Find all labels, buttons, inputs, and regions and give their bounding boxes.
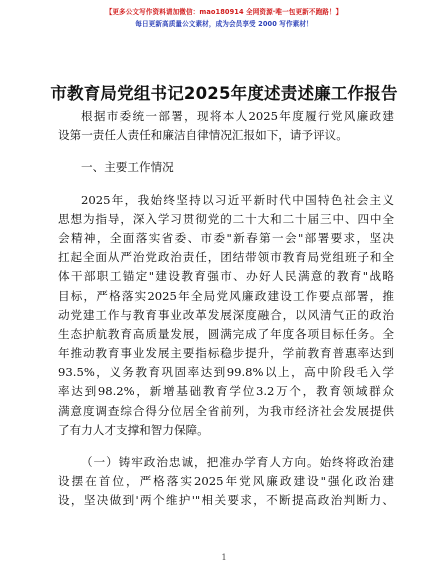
document-title: 市教育局党组书记2025年度述责述廉工作报告 [50,84,398,103]
paragraph-line: 思想为指导，深入学习贯彻党的二十大和二十届三中、四中全 [58,211,394,226]
paragraph-line: 动党建工作与教育事业改革发展深度融合，以风清气正的政治 [58,307,394,322]
intro-line: 根据市委统一部署，现将本人2025年度履行党风廉政建 [81,109,394,123]
paragraph-line: 93.5%，义务教育巩固率达到99.8%以上，高中阶段毛入学 [58,365,394,380]
subsection-line: （一）铸牢政治忠诚，把准办学育人方向。始终将政治建 [81,455,394,469]
paragraph-line: 目标，严格落实2025年全局党风廉政建设工作要点部署，推 [58,288,394,303]
paragraph-line: 生态护航教育高质量发展，圆满完成了年度各项目标任务。全 [58,326,394,341]
paragraph-line: 年推动教育事业发展主要指标稳步提升，学前教育普惠率达到 [58,346,394,361]
document-body [58,107,394,511]
paragraph-line: 率达到98.2%，新增基础教育学位3.2万个，教育领域群众 [58,384,394,399]
paragraph-line: 满意度调查综合得分位居全省前列，为我市经济社会发展提供 [58,403,394,418]
paragraph-line: 了有力人才支撑和智力保障。 [58,422,209,437]
section-heading: 一、主要工作情况 [81,160,174,175]
paragraph-line: 会精神，全面落实省委、市委"新春第一会"部署要求，坚决 [58,230,394,245]
paragraph-line: 扛起全面从严治党政治责任，团结带领市教育局党组班子和全 [58,250,394,265]
promo-banner-line-1: 【更多公文写作资料请加微信：mao180914 全网资源·唯一包更新不跑路！】 [105,8,343,16]
intro-line: 设第一责任人责任和廉洁自律情况汇报如下，请予评议。 [58,128,348,143]
promo-banner-line-2: 每日更新高质量公文素材，成为会员享受 2000 写作素材！ [135,20,313,28]
subsection-line: 设摆在首位，严格落实2025年党风廉政建设"强化政治建 [58,474,394,489]
paragraph-line: 体干部职工锚定"建设教育强市、办好人民满意的教育"战略 [58,269,394,284]
page-number: 1 [221,553,227,562]
paragraph-line: 2025年，我始终坚持以习近平新时代中国特色社会主义 [81,192,394,207]
subsection-line: 设，坚决做到'两个维护'"相关要求，不断提高政治判断力、 [58,493,394,508]
